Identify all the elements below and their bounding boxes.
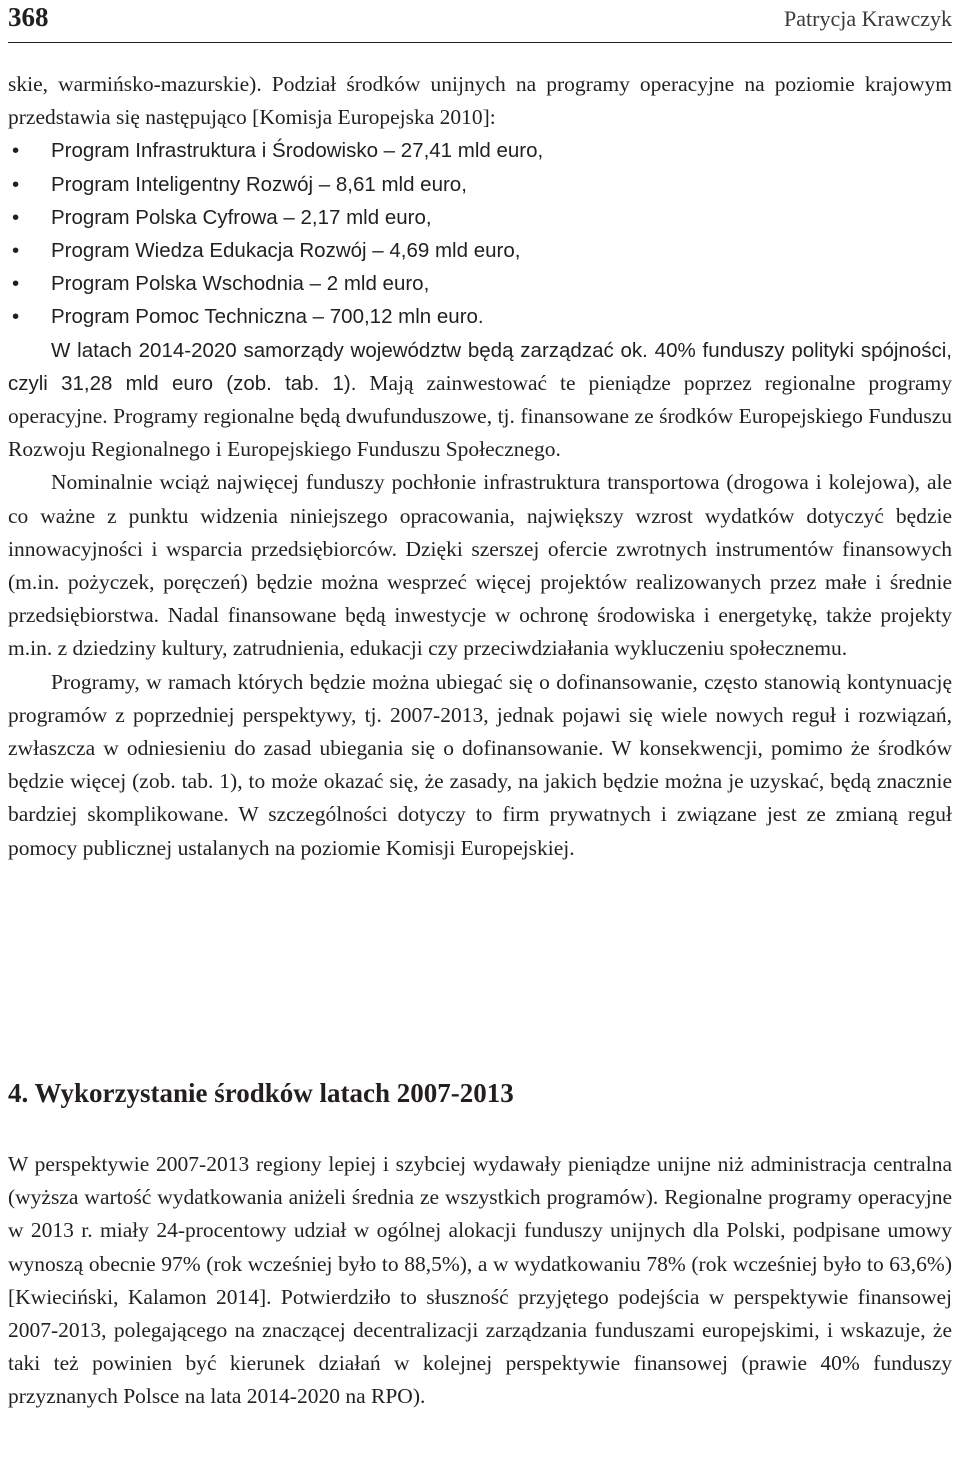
section-heading: 4. Wykorzystanie środków latach 2007-2013 — [8, 1078, 514, 1108]
program-list — [8, 134, 952, 333]
paragraph-programs-continuation: Programy, w ramach których będzie można ubiegać się o dofinansowanie, często stanowią kontynuację programów z poprzedniej perspektywy, tj. 2007-2013, jednak pojawi się wiele nowych reguł i rozwiązań, zwłaszcza w odniesieniu do zasad ubiegania się o dofinansowanie. W konsekwencji, pomimo że środków będzie więcej (zob. tab. 1), to może okazać się, że zasady, na jakich będzie można je uzyskać, będą znacznie bardziej skomplikowane. W szczególności dotyczy to firm prywatnych i związane jest ze zmianą reguł pomocy publicznej ustalanych na poziomie Komisji Europejskiej. — [8, 669, 952, 860]
body-text — [8, 68, 952, 865]
paragraph-infrastructure: Nominalnie wciąż najwięcej funduszy pochłonie infrastruktura transportowa (drogowa i kolejowa), ale co ważne z punktu widzenia niniejszego opracowania, największy wzrost wydatków dotyczyć będzie innowacyjności i wsparcia przedsiębiorców. Dzięki szerszej ofercie zwrotnych instrumentów finansowych (m.in. pożyczek, poręczeń) będzie można wesprzeć więcej projektów realizowanych przez małe i średnie przedsiębiorstwa. Nadal finansowane będą inwestycje w ochronę środowiska i energetykę, także projekty m.in. z dziedziny kultury, zatrudnienia, edukacji czy przeciwdziałania wykluczeniu społecznemu. — [8, 470, 952, 661]
bullet-icon: • — [12, 139, 20, 163]
intro-paragraph: skie, warmińsko-mazurskie). Podział środków unijnych na programy operacyjne na poziomie krajowym przedstawia się następująco [Komisja Europejska 2010]: — [8, 72, 952, 130]
page-header — [8, 0, 952, 43]
list-item: • Program Inteligentny Rozwój – 8,61 mld euro, — [8, 168, 952, 201]
section-body — [8, 1148, 952, 1414]
list-item: • Program Infrastruktura i Środowisko – 27,41 mld euro, — [8, 134, 952, 167]
list-item: • Program Pomoc Techniczna – 700,12 mln euro. — [8, 300, 952, 333]
section-paragraph: W perspektywie 2007-2013 regiony lepiej i szybciej wydawały pieniądze unijne niż administracja centralna (wyższa wartość wydatkowania aniżeli średnia ze wszystkich programów). Regionalne programy operacyjne w 2013 r. miały 24-procentowy udział w ogólnej alokacji funduszy unijnych dla Polski, podpisane umowy wynoszą obecnie 97% (rok wcześniej było to 88,5%), a w wydatkowaniu 78% (rok wcześniej było to 63,6%) [Kwieciński, Kalamon 2014]. Potwierdziło to słuszność przyjętego podejścia w perspektywie finansowej 2007-2013, polegającego na znaczącej decentralizacji zarządzania funduszami europejskimi, i wskazuje, że taki też powinien być kierunek działań w kolejnej perspektywie finansowej (prawie 40% funduszy przyznanych Polsce na lata 2014-2020 na RPO). — [8, 1152, 952, 1409]
bullet-icon: • — [12, 172, 20, 196]
page-number: 368 — [8, 2, 49, 32]
paragraph-lead-sans: W latach 2014-2020 samorządy województw będą zarządzać ok. 40% funduszy polityki spójności, czyli 31,28 mld euro (zob. tab. 1). — [8, 338, 952, 395]
list-item: • Program Polska Wschodnia – 2 mld euro, — [8, 267, 952, 300]
running-head-author: Patrycja Krawczyk — [784, 6, 952, 31]
paragraph-regional-programs — [8, 334, 952, 467]
list-item: • Program Wiedza Edukacja Rozwój – 4,69 mld euro, — [8, 234, 952, 267]
bullet-icon: • — [12, 205, 20, 229]
bullet-icon: • — [12, 272, 20, 296]
paragraph-continuation: Mają zainwestować te pieniądze poprzez regionalne programy operacyjne. Programy regionalne będą dwufunduszowe, tj. finansowane ze środków Europejskiego Funduszu Rozwoju Regionalnego i Europejskiego Funduszu Społecznego. — [8, 370, 952, 462]
bullet-icon: • — [12, 239, 20, 263]
list-item: • Program Polska Cyfrowa – 2,17 mld euro, — [8, 201, 952, 234]
bullet-icon: • — [12, 305, 20, 329]
